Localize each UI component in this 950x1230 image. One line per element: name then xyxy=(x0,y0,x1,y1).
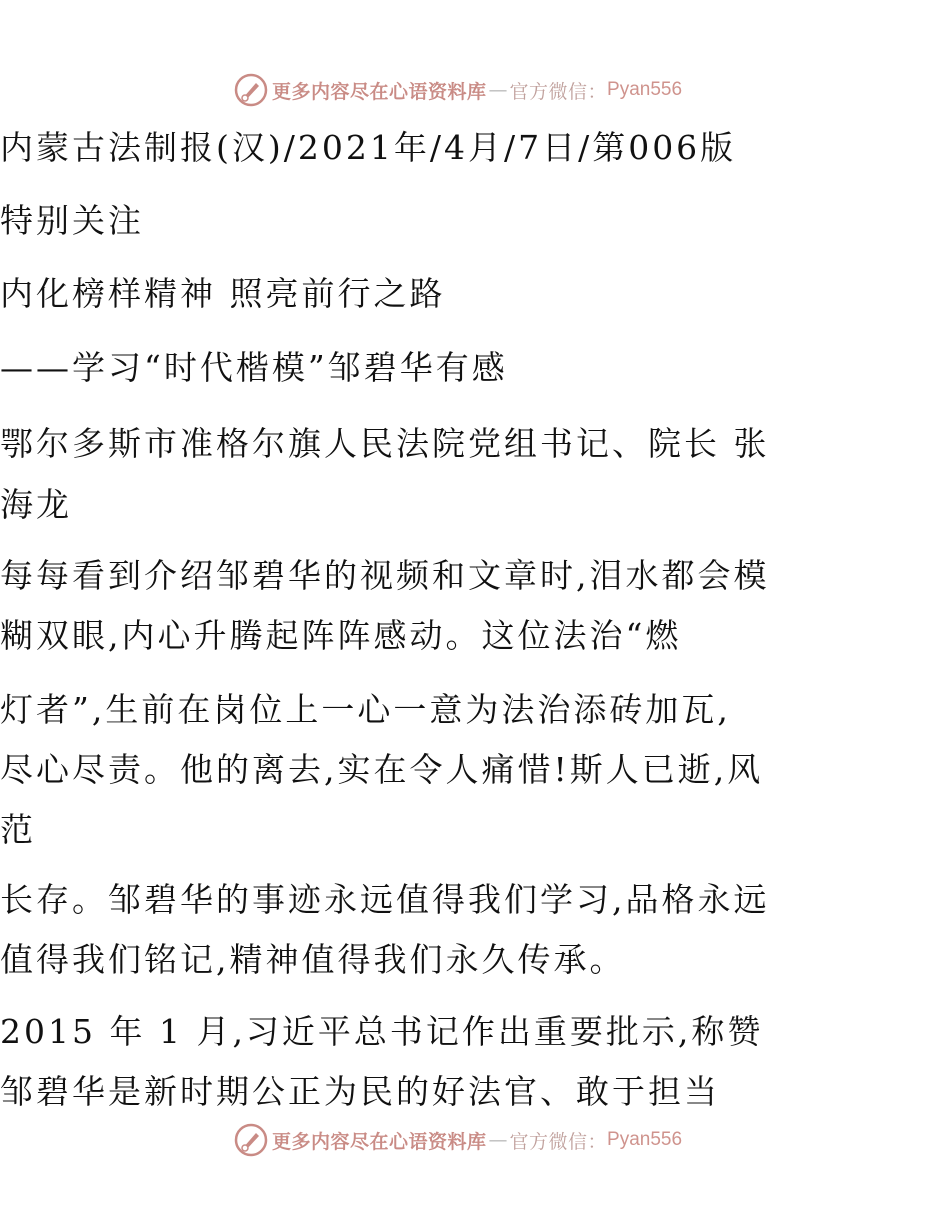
footer-watermark xyxy=(234,1122,682,1158)
author-line-2: 海龙 xyxy=(0,485,72,524)
body-line: 2015 年 1 月,习近平总书记作出重要批示,称赞 xyxy=(0,1012,764,1051)
watermark-wechat-label: 官方微信： xyxy=(509,80,608,103)
watermark-wechat-id: Pyan556 xyxy=(607,1129,683,1150)
watermark-separator: — xyxy=(488,79,508,101)
watermark-text: 更多内容尽在心语资料库 xyxy=(272,80,487,103)
body-line: 每每看到介绍邹碧华的视频和文章时,泪水都会模 xyxy=(0,556,770,595)
watermark-text: 更多内容尽在心语资料库 xyxy=(272,1130,487,1153)
body-line: 灯者”,生前在岗位上一心一意为法治添砖加瓦, xyxy=(0,690,731,729)
watermark-separator: — xyxy=(488,1129,508,1151)
author-line-1: 鄂尔多斯市准格尔旗人民法院党组书记、院长 张 xyxy=(0,424,770,463)
watermark-wechat-label: 官方微信： xyxy=(509,1130,608,1153)
body-line: 值得我们铭记,精神值得我们永久传承。 xyxy=(0,940,626,979)
watermark-wechat-id: Pyan556 xyxy=(607,79,683,100)
quill-logo-icon xyxy=(234,73,268,107)
body-line: 邹碧华是新时期公正为民的好法官、敢于担当 xyxy=(0,1072,720,1111)
body-line: 糊双眼,内心升腾起阵阵感动。这位法治“燃 xyxy=(0,616,682,655)
article-title: 内化榜样精神 照亮前行之路 xyxy=(0,274,446,313)
section-label: 特别关注 xyxy=(0,201,144,240)
body-line: 范 xyxy=(0,810,36,849)
newspaper-source-line: 内蒙古法制报(汉)/2021年/4月/7日/第006版 xyxy=(0,128,737,167)
header-watermark xyxy=(234,72,682,108)
article-subtitle: ——学习“时代楷模”邹碧华有感 xyxy=(0,348,508,387)
body-line: 长存。邹碧华的事迹永远值得我们学习,品格永远 xyxy=(0,880,770,919)
quill-logo-icon xyxy=(234,1123,268,1157)
body-line: 尽心尽责。他的离去,实在令人痛惜!斯人已逝,风 xyxy=(0,750,764,789)
